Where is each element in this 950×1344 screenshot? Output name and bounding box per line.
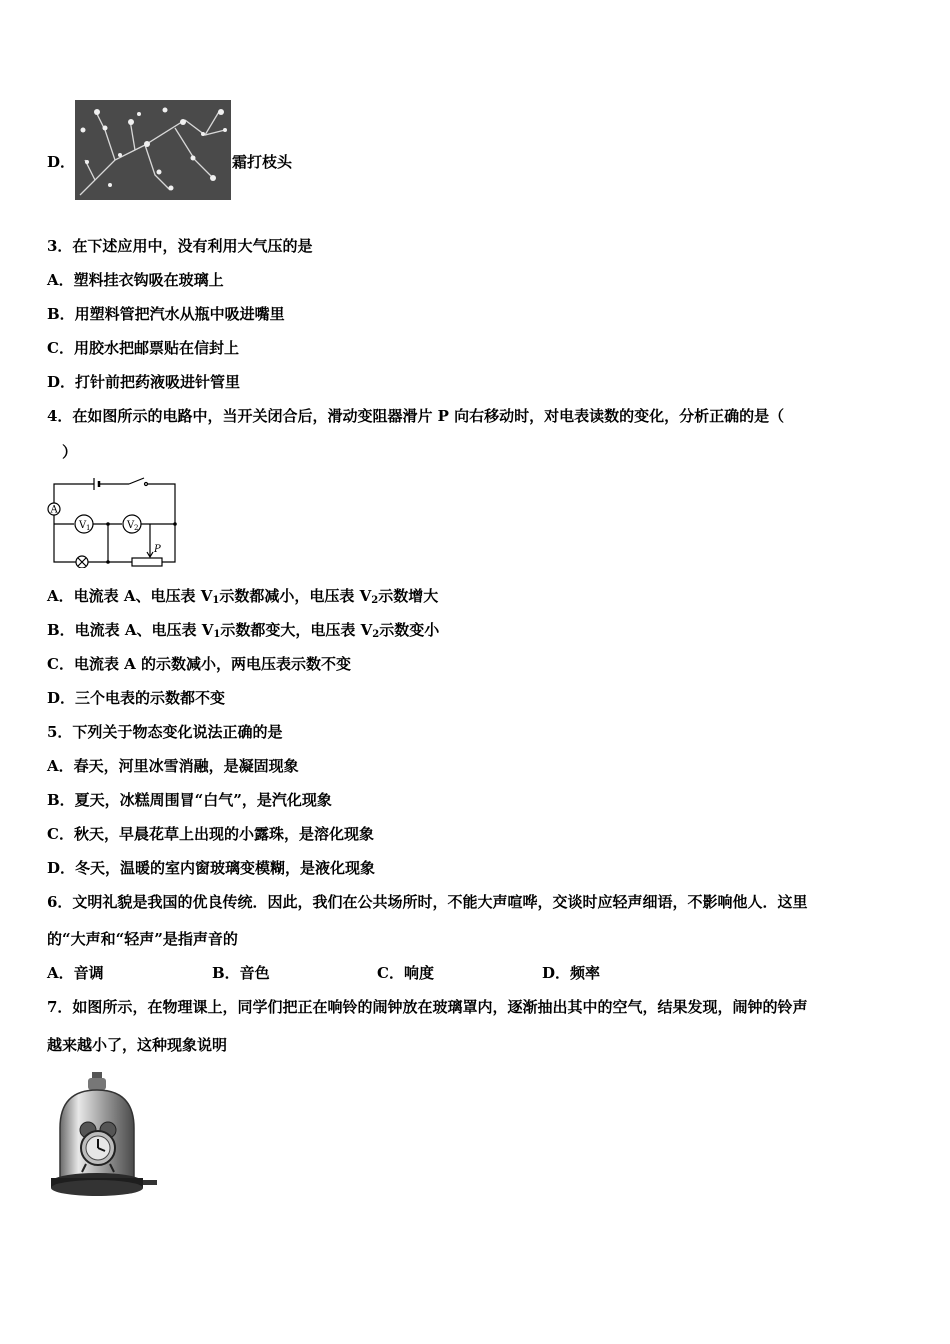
q4-option-a-pre: A．电流表 A、电压表 V [47, 587, 213, 605]
q4-stem-line1: 4．在如图所示的电路中，当开关闭合后，滑动变阻器滑片 P 向右移动时，对电表读数的变化，分析正确的是（ [47, 407, 785, 425]
q4-option-b [47, 620, 439, 645]
q7-stem-line1: 7．如图所示，在物理课上，同学们把正在响铃的闹钟放在玻璃罩内，逐渐抽出其中的空气，结果发现，闹钟的铃声 [47, 998, 808, 1016]
q4-option-b-pre: B．电流表 A、电压表 V [47, 621, 214, 639]
q4-option-a-mid: 示数都减小，电压表 V [219, 587, 372, 605]
bell-jar-alarm-clock-image [48, 1068, 163, 1200]
voltmeter1-sub: 1 [86, 524, 91, 532]
q2-option-d-label: D． [47, 153, 76, 171]
q2-option-d-caption: 霜打枝头 [232, 153, 293, 171]
q5-option-a: A．春天，河里冰雪消融，是凝固现象 [47, 757, 299, 775]
q6-option-d: D．频率 [542, 964, 601, 982]
q4-option-c: C．电流表 A 的示数减小，两电压表示数不变 [47, 655, 352, 673]
q4-option-d: D．三个电表的示数都不变 [47, 689, 226, 707]
voltmeter2-sub: 2 [134, 524, 139, 532]
circuit-diagram [44, 472, 184, 568]
q3-option-d: D．打针前把药液吸进针管里 [47, 373, 241, 391]
voltmeter2-label: V [127, 520, 135, 531]
q4-option-b-sub2: 2 [372, 629, 380, 640]
q7-stem-line2: 越来越小了，这种现象说明 [47, 1036, 228, 1054]
q4-option-b-sub1: 1 [213, 629, 221, 640]
q4-option-a [47, 586, 438, 611]
q5-option-b: B．夏天，冰糕周围冒“白气”，是汽化现象 [47, 791, 332, 809]
q3-option-c: C．用胶水把邮票贴在信封上 [47, 339, 239, 357]
frost-branch-photo [75, 100, 231, 200]
q5-option-c: C．秋天，早晨花草上出现的小露珠，是溶化现象 [47, 825, 374, 843]
q6-option-b: B．音色 [212, 964, 270, 982]
q5-stem: 5．下列关于物态变化说法正确的是 [47, 723, 283, 741]
q4-option-b-mid: 示数都变大，电压表 V [220, 621, 373, 639]
ammeter-label: A [50, 504, 58, 516]
frost-branch-image [75, 100, 231, 200]
q4-option-a-post: 示数增大 [378, 587, 439, 605]
q6-option-c: C．响度 [377, 964, 434, 982]
slider-label: P [154, 544, 161, 555]
q6-stem-line2: 的“大声和“轻声”是指声音的 [47, 930, 238, 948]
q3-option-b: B．用塑料管把汽水从瓶中吸进嘴里 [47, 305, 285, 323]
q4-option-a-sub1: 1 [212, 595, 220, 606]
q4-stem-line2: ） [62, 443, 78, 461]
q4-option-b-post: 示数变小 [379, 621, 440, 639]
q6-stem-line1: 6．文明礼貌是我国的优良传统．因此，我们在公共场所时，不能大声喧哗，交谈时应轻声细语，不影响他人．这里 [47, 893, 808, 911]
q6-option-a: A．音调 [47, 964, 104, 982]
q5-option-d: D．冬天，温暖的室内窗玻璃变模糊，是液化现象 [47, 859, 376, 877]
q4-option-a-sub2: 2 [371, 595, 379, 606]
q3-option-a: A．塑料挂衣钩吸在玻璃上 [47, 271, 224, 289]
q3-stem: 3．在下述应用中，没有利用大气压的是 [47, 237, 313, 255]
voltmeter1-label: V [79, 520, 87, 531]
